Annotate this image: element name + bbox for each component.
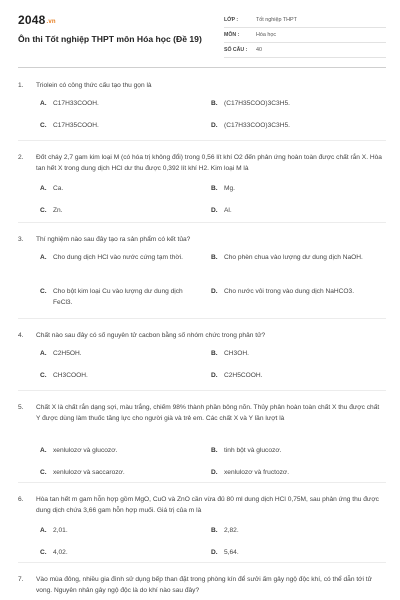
answer-options bbox=[36, 525, 382, 558]
question-number: 6. bbox=[18, 496, 24, 503]
option-text: 4,02. bbox=[53, 549, 68, 556]
logo-text: 2048 bbox=[18, 13, 46, 27]
answer-options bbox=[36, 183, 382, 216]
exam-meta bbox=[224, 13, 386, 58]
option-text: Ca. bbox=[53, 185, 64, 192]
meta-value: Hóa học bbox=[256, 32, 277, 38]
answer-option-d[interactable] bbox=[211, 370, 262, 381]
question-text: Chất nào sau đây có số nguyên tử cacbon bằng số nhóm chức trong phân tử? bbox=[36, 332, 266, 339]
option-letter: D. bbox=[211, 207, 218, 214]
header-divider bbox=[18, 67, 386, 68]
meta-value: 40 bbox=[256, 47, 262, 53]
option-text: Al. bbox=[224, 207, 232, 214]
answer-option-b[interactable] bbox=[211, 445, 281, 456]
answer-option-c[interactable] bbox=[40, 120, 99, 131]
answer-option-a[interactable] bbox=[40, 98, 99, 109]
answer-option-d[interactable] bbox=[211, 286, 374, 297]
option-text: Cho nước vôi trong vào dung dịch NaHCO3. bbox=[224, 288, 355, 295]
option-letter: D. bbox=[211, 549, 218, 556]
answer-option-b[interactable] bbox=[211, 183, 235, 194]
meta-row-subject bbox=[224, 28, 386, 43]
option-letter: B. bbox=[211, 350, 218, 357]
option-text: C2H5OH. bbox=[53, 350, 82, 357]
option-text: 5,64. bbox=[224, 549, 239, 556]
answer-options bbox=[36, 445, 382, 478]
option-text: Cho phèn chua vào lượng dư dung dịch NaOH. bbox=[224, 254, 363, 261]
option-letter: A. bbox=[40, 350, 47, 357]
question-line bbox=[18, 80, 382, 91]
option-letter: B. bbox=[211, 100, 218, 107]
option-text: tinh bột và glucozơ. bbox=[224, 447, 282, 454]
answer-option-c[interactable] bbox=[40, 205, 63, 216]
question-line bbox=[18, 152, 382, 174]
option-letter: A. bbox=[40, 100, 47, 107]
option-letter: D. bbox=[211, 469, 218, 476]
question-1 bbox=[18, 80, 382, 129]
meta-key: MÔN : bbox=[224, 32, 240, 38]
answer-option-a[interactable] bbox=[40, 445, 117, 456]
meta-value: Tốt nghiệp THPT bbox=[256, 17, 297, 23]
meta-row-count bbox=[224, 43, 386, 58]
option-text: (C17H33COO)3C3H5. bbox=[224, 122, 290, 129]
answer-option-d[interactable] bbox=[211, 547, 239, 558]
option-text: Cho dung dịch HCl vào nước cứng tạm thời. bbox=[53, 254, 183, 261]
answer-option-c[interactable] bbox=[40, 547, 68, 558]
answer-option-b[interactable] bbox=[211, 525, 239, 536]
question-line bbox=[18, 574, 382, 596]
option-text: Cho bột kim loại Cu vào lượng dư dung dịch FeCl3. bbox=[53, 288, 183, 306]
question-separator bbox=[18, 482, 386, 483]
meta-key: SỐ CÂU : bbox=[224, 47, 248, 53]
option-letter: C. bbox=[40, 288, 47, 295]
answer-option-c[interactable] bbox=[40, 370, 88, 381]
question-number: 3. bbox=[18, 236, 24, 243]
option-text: 2,82. bbox=[224, 527, 239, 534]
answer-options bbox=[36, 252, 382, 308]
option-text: Zn. bbox=[53, 207, 63, 214]
question-2 bbox=[18, 152, 382, 214]
option-text: xenlulozơ và glucozơ. bbox=[53, 447, 118, 454]
answer-option-a[interactable] bbox=[40, 348, 82, 359]
option-text: C2H5COOH. bbox=[224, 372, 263, 379]
question-line bbox=[18, 330, 382, 341]
answer-option-d[interactable] bbox=[211, 120, 290, 131]
question-number: 7. bbox=[18, 576, 24, 583]
option-letter: B. bbox=[211, 527, 218, 534]
question-text: Đốt cháy 2,7 gam kim loại M (có hóa trị không đổi) trong 0,56 lít khí O2 đến phản ứng hoàn toàn được chất rắn X. Hòa tan hết X trong dung dịch HCl dư thu được 0,392 lít khí H2. Kim loại M là bbox=[36, 154, 382, 172]
question-text: Thí nghiệm nào sau đây tạo ra sản phẩm có kết tủa? bbox=[36, 236, 191, 243]
meta-row-class bbox=[224, 13, 386, 28]
meta-key: LỚP : bbox=[224, 17, 239, 23]
answer-option-a[interactable] bbox=[40, 252, 203, 263]
option-letter: C. bbox=[40, 372, 47, 379]
option-letter: A. bbox=[40, 254, 47, 261]
question-7 bbox=[18, 574, 382, 596]
option-text: CH3COOH. bbox=[53, 372, 88, 379]
question-line bbox=[18, 494, 382, 516]
option-text: CH3OH. bbox=[224, 350, 249, 357]
question-text: Triolein có công thức cấu tạo thu gọn là bbox=[36, 82, 152, 89]
answer-options bbox=[36, 348, 382, 381]
option-letter: C. bbox=[40, 207, 47, 214]
answer-option-a[interactable] bbox=[40, 183, 63, 194]
answer-option-d[interactable] bbox=[211, 467, 289, 478]
option-letter: A. bbox=[40, 527, 47, 534]
answer-option-c[interactable] bbox=[40, 286, 203, 308]
option-text: C17H33COOH. bbox=[53, 100, 99, 107]
question-line bbox=[18, 402, 382, 424]
question-separator bbox=[18, 140, 386, 141]
option-letter: D. bbox=[211, 288, 218, 295]
question-number: 1. bbox=[18, 82, 24, 89]
option-letter: C. bbox=[40, 469, 47, 476]
option-text: xenlulozơ và fructozơ. bbox=[224, 469, 290, 476]
question-separator bbox=[18, 562, 386, 563]
option-letter: A. bbox=[40, 185, 47, 192]
option-letter: C. bbox=[40, 549, 47, 556]
site-logo[interactable] bbox=[18, 13, 56, 27]
answer-option-b[interactable] bbox=[211, 348, 249, 359]
answer-option-b[interactable] bbox=[211, 252, 374, 263]
answer-option-d[interactable] bbox=[211, 205, 232, 216]
question-text: Hòa tan hết m gam hỗn hợp gồm MgO, CuO và ZnO cần vừa đủ 80 ml dung dịch HCl 0,75M, sau phản ứng thu được dung dịch chứa 3,66 gam hỗn hợp muối. Giá trị của m là bbox=[36, 496, 379, 514]
question-text: Chất X là chất rắn dạng sợi, màu trắng, chiếm 98% thành phần bông nõn. Thủy phân hoàn toàn chất X thu được chất Y được dùng làm thuốc tăng lực cho người già và trẻ em. Các chất X và Y lần lượt là bbox=[36, 404, 380, 422]
option-text: C17H35COOH. bbox=[53, 122, 99, 129]
option-text: (C17H35COO)3C3H5. bbox=[224, 100, 290, 107]
question-number: 4. bbox=[18, 332, 24, 339]
option-letter: A. bbox=[40, 447, 47, 454]
option-text: 2,01. bbox=[53, 527, 68, 534]
question-separator bbox=[18, 390, 386, 391]
question-separator bbox=[18, 318, 386, 319]
question-4 bbox=[18, 330, 382, 379]
question-5 bbox=[18, 402, 382, 476]
question-text: Vào mùa đông, nhiều gia đình sử dụng bếp than đặt trong phòng kín để sưởi ấm gây ngộ độc khí, có thể dẫn tới tử vong. Nguyên nhân gây ngộ độc là do khí nào sau đây? bbox=[36, 576, 373, 594]
answer-options bbox=[36, 98, 382, 131]
answer-option-c[interactable] bbox=[40, 467, 125, 478]
option-letter: B. bbox=[211, 447, 218, 454]
logo-suffix: .vn bbox=[46, 19, 56, 25]
option-letter: D. bbox=[211, 122, 218, 129]
question-number: 5. bbox=[18, 404, 24, 411]
option-text: Mg. bbox=[224, 185, 235, 192]
option-text: xenlulozơ và saccarozơ. bbox=[53, 469, 125, 476]
answer-option-a[interactable] bbox=[40, 525, 68, 536]
option-letter: D. bbox=[211, 372, 218, 379]
question-6 bbox=[18, 494, 382, 556]
question-3 bbox=[18, 234, 382, 306]
option-letter: B. bbox=[211, 254, 218, 261]
option-letter: C. bbox=[40, 122, 47, 129]
answer-option-b[interactable] bbox=[211, 98, 290, 109]
question-line bbox=[18, 234, 382, 245]
question-separator bbox=[18, 222, 386, 223]
question-number: 2. bbox=[18, 154, 24, 161]
option-letter: B. bbox=[211, 185, 218, 192]
exam-title: Ôn thi Tốt nghiệp THPT môn Hóa học (Đề 19) bbox=[18, 34, 202, 44]
